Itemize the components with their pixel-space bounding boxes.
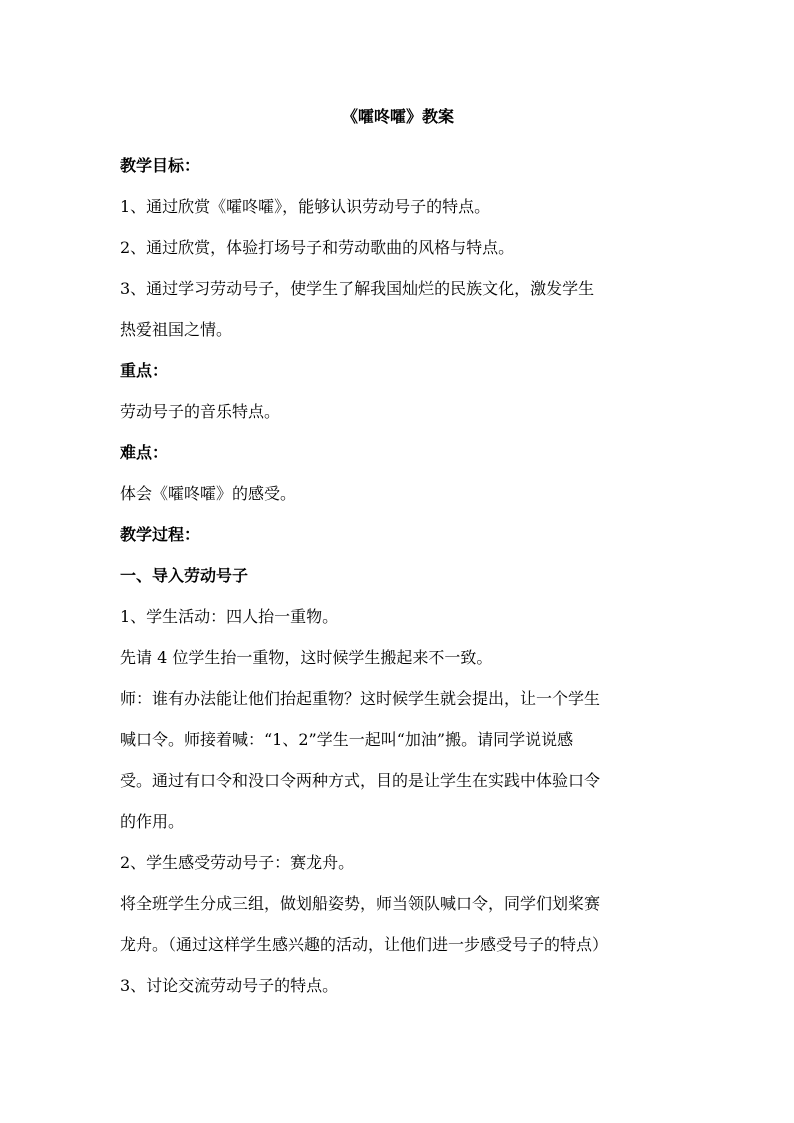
paragraph-line: 先请 4 位学生抬一重物，这时候学生搬起来不一致。 (120, 648, 493, 667)
paragraph-line: 体会《嚯咚嚯》的感受。 (120, 484, 297, 503)
paragraph-line: 喊口令。师接着喊：“1、2”学生一起叫“加油”搬。请同学说说感 (120, 730, 574, 749)
paragraph-line: 3、讨论交流劳动号子的特点。 (120, 976, 339, 995)
paragraph-line: 2、通过欣赏，体验打场号子和劳动歌曲的风格与特点。 (120, 238, 515, 257)
section-heading: 教学过程： (120, 525, 201, 544)
section-heading: 教学目标： (120, 156, 201, 175)
paragraph-line: 热爱祖国之情。 (120, 320, 233, 339)
paragraph-line: 龙舟。（通过这样学生感兴趣的活动，让他们进一步感受号子的特点） (120, 935, 609, 954)
section-heading: 一、导入劳动号子 (120, 566, 249, 585)
paragraph-line: 将全班学生分成三组，做划船姿势，师当领队喊口令，同学们划桨赛 (120, 894, 601, 913)
paragraph-line: 师：谁有办法能让他们抬起重物？这时候学生就会提出，让一个学生 (120, 689, 601, 708)
paragraph-line: 3、通过学习劳动号子，使学生了解我国灿烂的民族文化，激发学生 (120, 279, 595, 298)
paragraph-line: 劳动号子的音乐特点。 (120, 402, 281, 421)
paragraph-line: 2、学生感受劳动号子：赛龙舟。 (120, 853, 355, 872)
paragraph-line: 1、通过欣赏《嚯咚嚯》，能够认识劳动号子的特点。 (120, 197, 491, 216)
paragraph-line: 受。通过有口令和没口令两种方式，目的是让学生在实践中体验口令 (120, 771, 601, 790)
paragraph-line: 的作用。 (120, 812, 185, 831)
document-title: 《嚯咚嚯》教案 (341, 107, 454, 126)
section-heading: 重点： (120, 361, 169, 380)
section-heading: 难点： (120, 443, 169, 462)
document-body (120, 145, 676, 1006)
paragraph-line: 1、学生活动：四人抬一重物。 (120, 607, 339, 626)
